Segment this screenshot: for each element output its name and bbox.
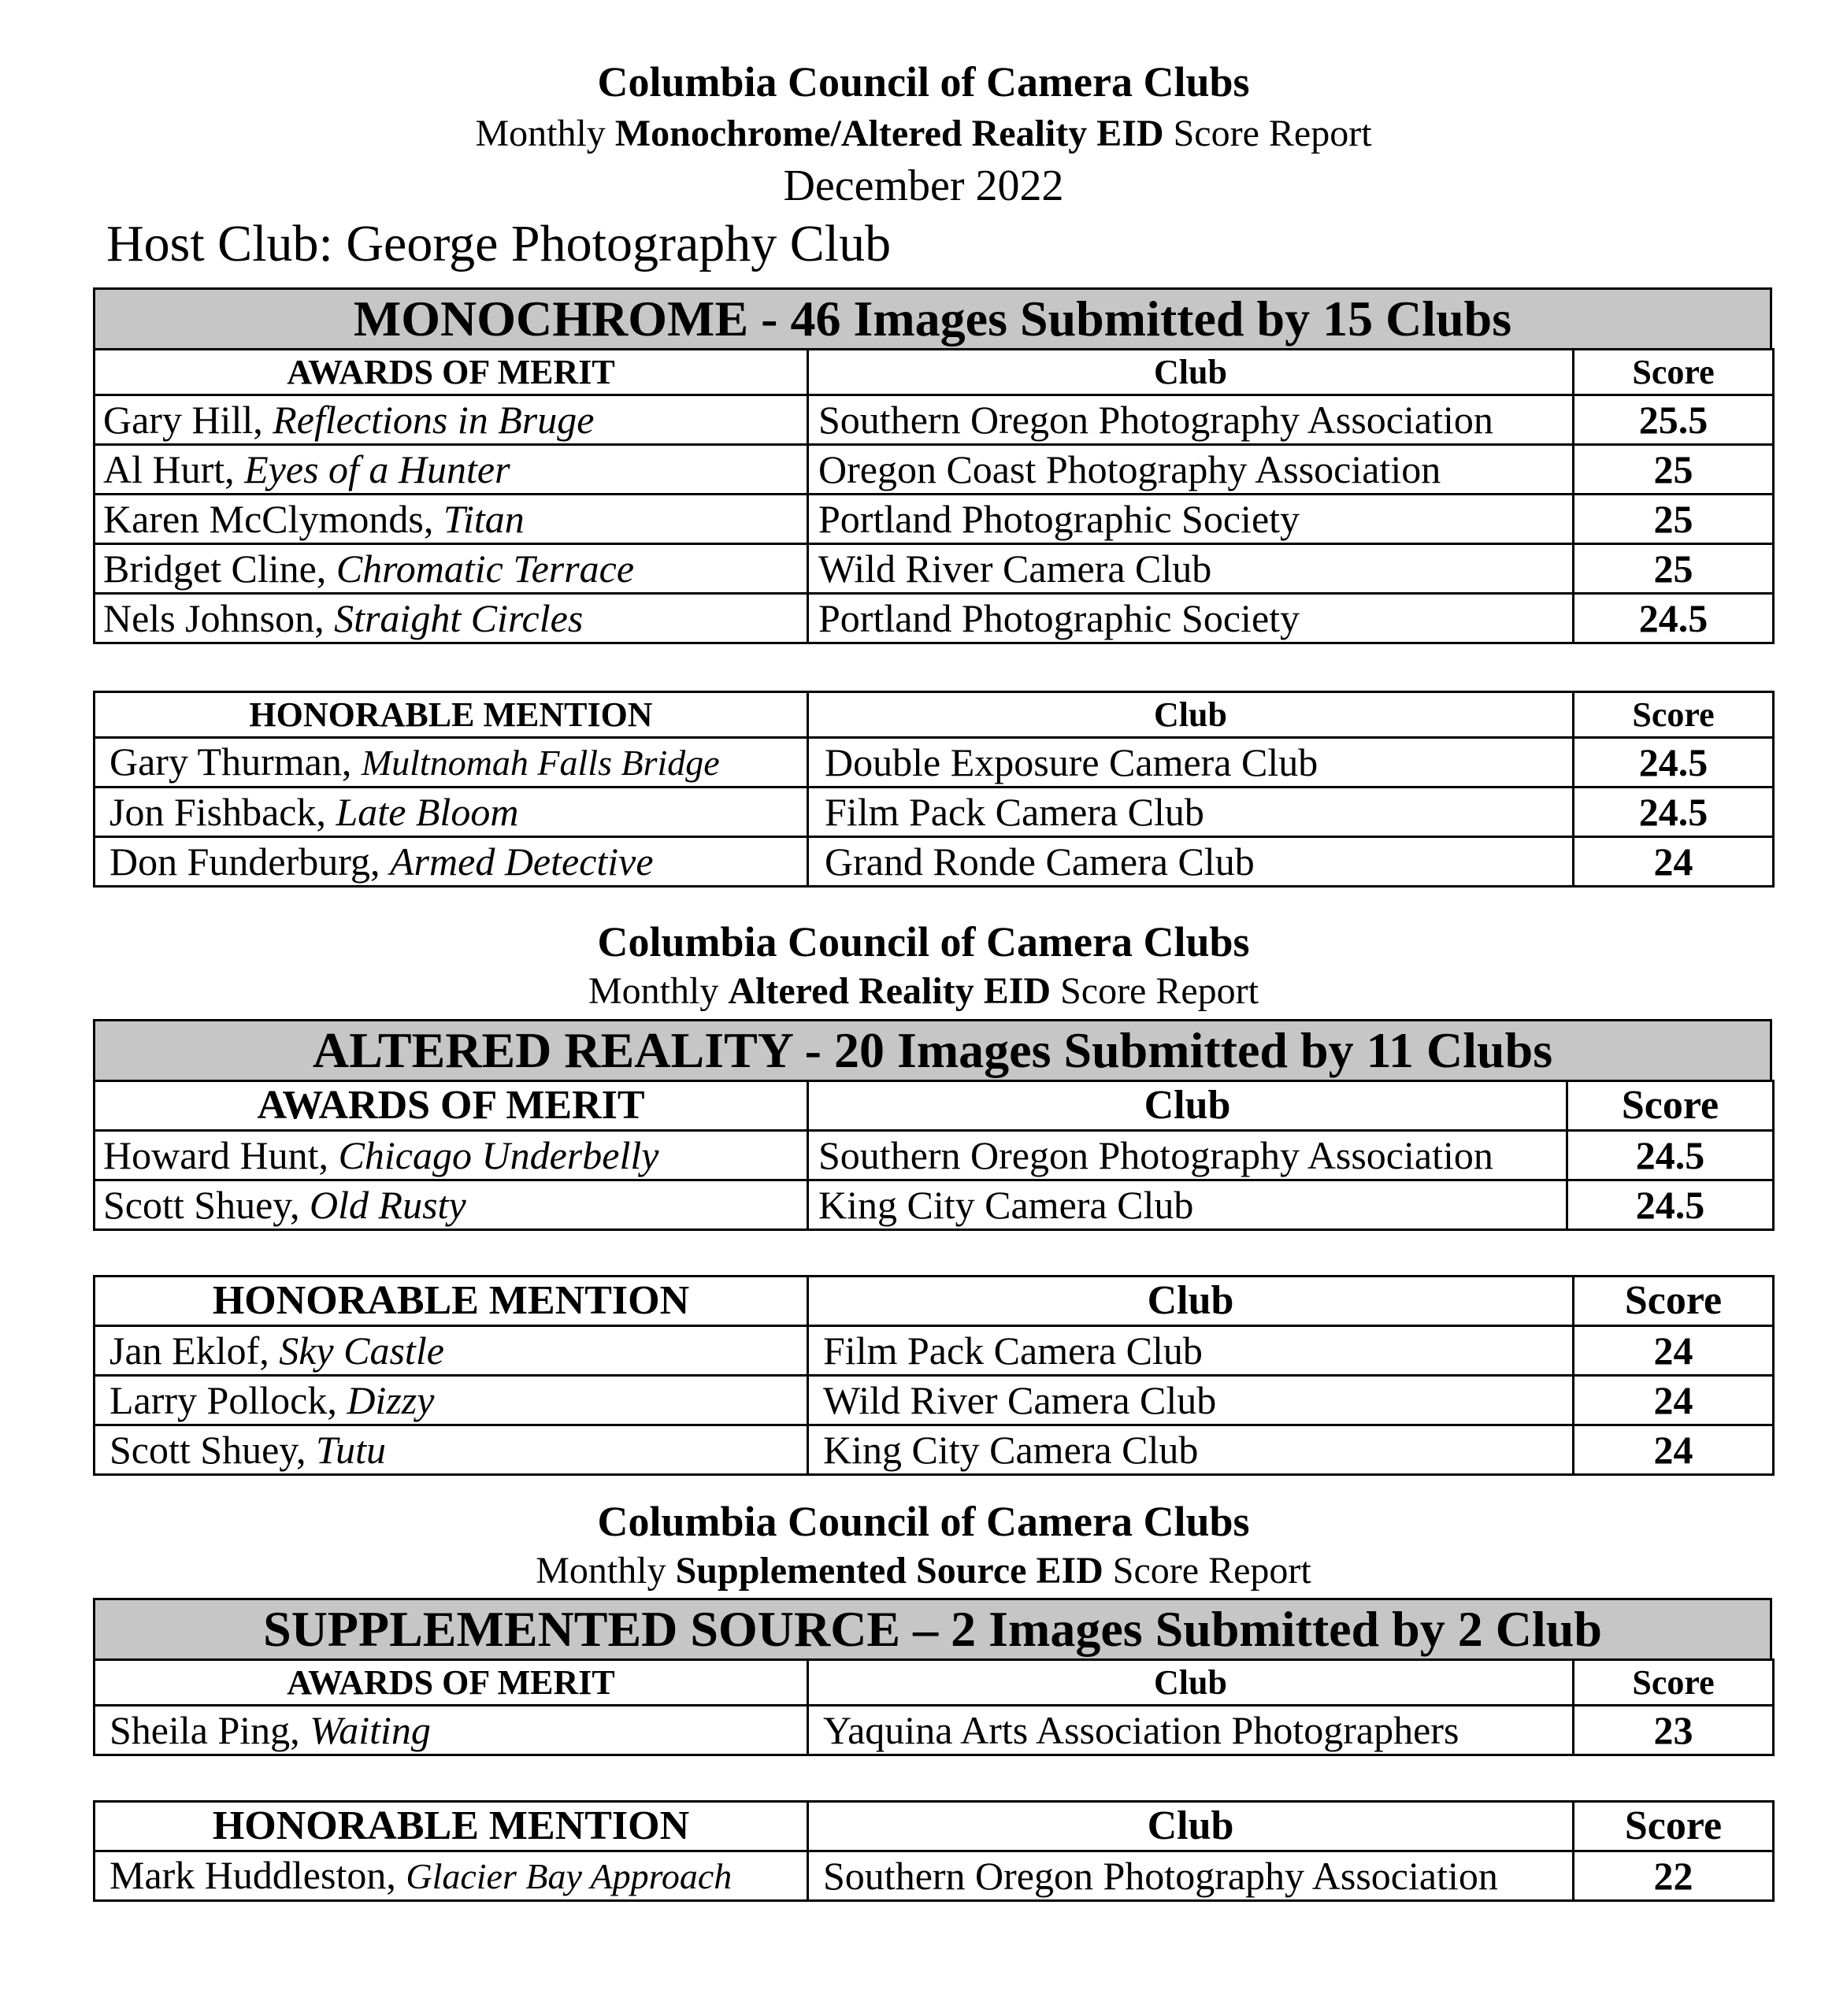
score-header: Score (1574, 1802, 1774, 1851)
club-header: Club (808, 1802, 1574, 1851)
table-row (95, 837, 1774, 887)
image-title: Tutu (316, 1428, 386, 1472)
awards-of-merit-header: AWARDS OF MERIT (95, 1660, 808, 1706)
subtitle-prefix: Monthly (588, 970, 719, 1012)
entry-club: King City Camera Club (808, 1180, 1567, 1230)
table-row (95, 1706, 1774, 1755)
table-header-row (95, 350, 1774, 395)
club-header: Club (808, 1277, 1574, 1326)
monochrome-banner: MONOCHROME - 46 Images Submitted by 15 Clubs (93, 287, 1772, 350)
table-header-row (95, 692, 1774, 738)
table-row (95, 445, 1774, 495)
score-header: Score (1574, 350, 1774, 395)
entry-score: 24.5 (1574, 738, 1774, 788)
table-header-row (95, 1660, 1774, 1706)
image-title: Dizzy (347, 1378, 435, 1422)
image-title: Multnomah Falls Bridge (361, 743, 720, 783)
altered-awards-table (93, 1080, 1775, 1231)
entry-club: Double Exposure Camera Club (808, 738, 1574, 788)
entry-name (95, 495, 808, 544)
table-row (95, 1425, 1774, 1475)
author: Don Funderburg, (109, 839, 391, 884)
entry-name (95, 837, 808, 887)
score-header: Score (1574, 692, 1774, 738)
image-title: Sky Castle (279, 1329, 444, 1373)
entry-score: 24.5 (1567, 1131, 1774, 1180)
table-row (95, 1131, 1774, 1180)
entry-club: Film Pack Camera Club (808, 788, 1574, 837)
score-header: Score (1574, 1660, 1774, 1706)
entry-name (95, 1376, 808, 1425)
club-header: Club (808, 692, 1574, 738)
altered-subtitle (0, 969, 1847, 1014)
awards-of-merit-header: AWARDS OF MERIT (95, 1081, 808, 1131)
entry-name (95, 445, 808, 495)
altered-banner: ALTERED REALITY - 20 Images Submitted by 11 Clubs (93, 1019, 1772, 1082)
entry-name (95, 594, 808, 643)
supplemented-banner: SUPPLEMENTED SOURCE – 2 Images Submitted by 2 Club (93, 1598, 1772, 1661)
author: Jan Eklof, (109, 1329, 280, 1373)
image-title: Waiting (310, 1708, 431, 1752)
entry-club: Southern Oregon Photography Association (808, 1851, 1574, 1901)
monochrome-awards-table (93, 348, 1775, 644)
author: Nels Johnson, (103, 596, 335, 640)
entry-club: Portland Photographic Society (808, 594, 1574, 643)
honorable-mention-header: HONORABLE MENTION (95, 1802, 808, 1851)
table-row (95, 544, 1774, 594)
image-title: Late Bloom (336, 790, 519, 834)
entry-club: King City Camera Club (808, 1425, 1574, 1475)
author: Scott Shuey, (109, 1428, 317, 1472)
host-club: Host Club: George Photography Club (106, 215, 892, 272)
entry-name (95, 395, 808, 445)
supplemented-awards-table (93, 1658, 1775, 1756)
image-title: Chicago Underbelly (338, 1133, 659, 1177)
awards-of-merit-header: AWARDS OF MERIT (95, 350, 808, 395)
table-row (95, 788, 1774, 837)
entry-name (95, 788, 808, 837)
image-title: Titan (443, 497, 525, 541)
entry-score: 24.5 (1567, 1180, 1774, 1230)
subtitle-suffix: Score Report (1112, 1550, 1311, 1592)
monochrome-honorable-table (93, 691, 1775, 888)
supplemented-honorable-table (93, 1800, 1775, 1902)
entry-club: Film Pack Camera Club (808, 1326, 1574, 1376)
entry-score: 22 (1574, 1851, 1774, 1901)
entry-name (95, 1425, 808, 1475)
entry-score: 25 (1574, 495, 1774, 544)
altered-org-title: Columbia Council of Camera Clubs (597, 918, 1250, 965)
author: Howard Hunt, (103, 1133, 339, 1177)
entry-name (95, 1180, 808, 1230)
entry-score: 24.5 (1574, 788, 1774, 837)
club-header: Club (808, 350, 1574, 395)
entry-score: 25.5 (1574, 395, 1774, 445)
table-row (95, 1326, 1774, 1376)
club-header: Club (808, 1081, 1567, 1131)
subtitle-category: Supplemented Source EID (675, 1550, 1103, 1592)
author: Mark Huddleston, (109, 1853, 406, 1897)
report-subtitle (0, 111, 1847, 157)
entry-name (95, 738, 808, 788)
author: Gary Thurman, (109, 739, 362, 784)
entry-club: Portland Photographic Society (808, 495, 1574, 544)
author: Karen McClymonds, (103, 497, 443, 541)
subtitle-prefix: Monthly (475, 113, 606, 154)
supplemented-subtitle (0, 1548, 1847, 1594)
entry-club: Oregon Coast Photography Association (808, 445, 1574, 495)
author: Scott Shuey, (103, 1183, 310, 1227)
honorable-mention-header: HONORABLE MENTION (95, 692, 808, 738)
report-org-title: Columbia Council of Camera Clubs (597, 58, 1250, 106)
table-row (95, 1376, 1774, 1425)
entry-score: 24 (1574, 1425, 1774, 1475)
supplemented-org-title: Columbia Council of Camera Clubs (597, 1498, 1250, 1545)
entry-score: 24 (1574, 1326, 1774, 1376)
author: Larry Pollock, (109, 1378, 347, 1422)
image-title: Armed Detective (390, 839, 654, 884)
author: Sheila Ping, (109, 1708, 310, 1752)
entry-score: 24 (1574, 837, 1774, 887)
entry-club: Grand Ronde Camera Club (808, 837, 1574, 887)
table-row (95, 1851, 1774, 1901)
table-row (95, 1180, 1774, 1230)
score-header: Score (1567, 1081, 1774, 1131)
table-row (95, 395, 1774, 445)
entry-score: 24 (1574, 1376, 1774, 1425)
author: Gary Hill, (103, 398, 273, 442)
table-row (95, 738, 1774, 788)
table-row (95, 495, 1774, 544)
image-title: Eyes of a Hunter (244, 447, 510, 491)
entry-score: 25 (1574, 445, 1774, 495)
club-header: Club (808, 1660, 1574, 1706)
author: Al Hurt, (103, 447, 245, 491)
entry-score: 24.5 (1574, 594, 1774, 643)
image-title: Reflections in Bruge (273, 398, 595, 442)
altered-honorable-table (93, 1275, 1775, 1476)
subtitle-category: Monochrome/Altered Reality EID (614, 113, 1164, 154)
entry-club: Wild River Camera Club (808, 544, 1574, 594)
score-header: Score (1574, 1277, 1774, 1326)
subtitle-prefix: Monthly (536, 1550, 666, 1592)
entry-club: Yaquina Arts Association Photographers (808, 1706, 1574, 1755)
subtitle-suffix: Score Report (1060, 970, 1259, 1012)
subtitle-suffix: Score Report (1173, 113, 1372, 154)
image-title: Old Rusty (310, 1183, 466, 1227)
entry-name (95, 544, 808, 594)
entry-club: Southern Oregon Photography Association (808, 1131, 1567, 1180)
image-title: Glacier Bay Approach (406, 1856, 732, 1896)
entry-score: 25 (1574, 544, 1774, 594)
subtitle-category: Altered Reality EID (728, 970, 1051, 1012)
entry-club: Southern Oregon Photography Association (808, 395, 1574, 445)
report-month: December 2022 (783, 161, 1064, 210)
table-header-row (95, 1081, 1774, 1131)
table-row (95, 594, 1774, 643)
entry-name (95, 1706, 808, 1755)
image-title: Straight Circles (334, 596, 584, 640)
entry-score: 23 (1574, 1706, 1774, 1755)
entry-name (95, 1851, 808, 1901)
entry-club: Wild River Camera Club (808, 1376, 1574, 1425)
table-header-row (95, 1802, 1774, 1851)
honorable-mention-header: HONORABLE MENTION (95, 1277, 808, 1326)
author: Jon Fishback, (109, 790, 336, 834)
entry-name (95, 1326, 808, 1376)
image-title: Chromatic Terrace (336, 547, 635, 591)
author: Bridget Cline, (103, 547, 336, 591)
table-header-row (95, 1277, 1774, 1326)
entry-name (95, 1131, 808, 1180)
